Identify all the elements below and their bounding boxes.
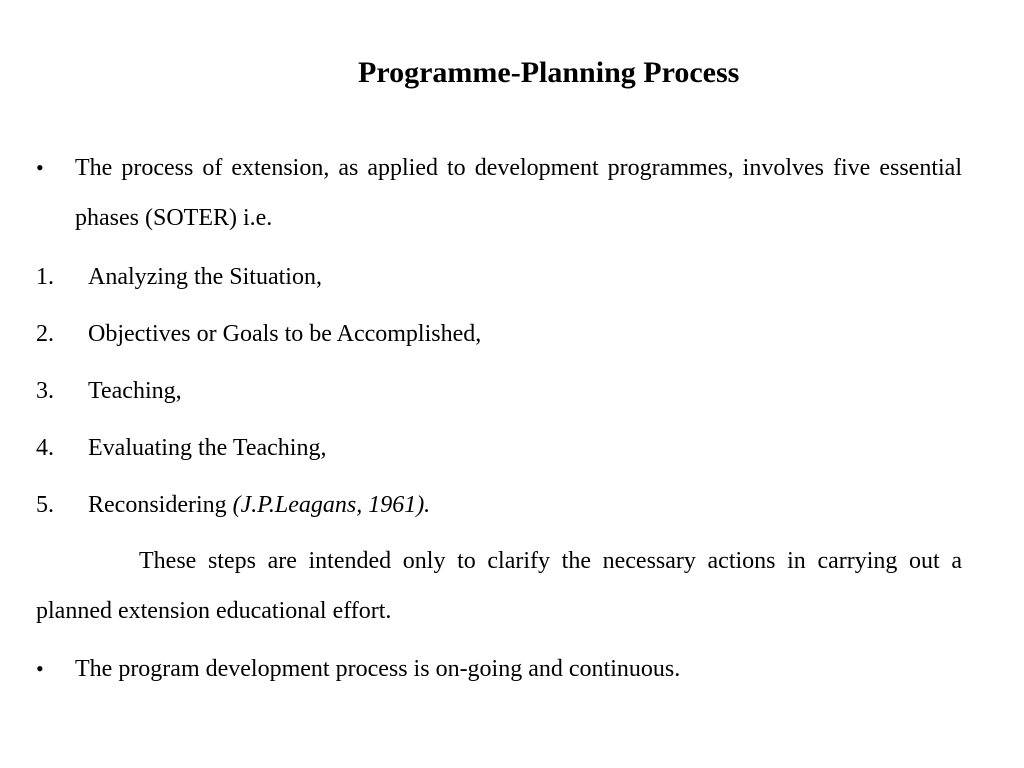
list-item-text: Teaching, <box>88 378 182 404</box>
list-item-text: Reconsidering <box>88 492 233 518</box>
list-number: 3. <box>36 378 54 404</box>
bullet-point-soter <box>36 143 962 243</box>
bullet-text: The program development process is on-going and continuous. <box>75 656 681 682</box>
list-item <box>36 490 962 520</box>
slide-title: Programme-Planning Process <box>358 56 740 89</box>
bullet-point-continuous <box>36 644 962 694</box>
bullet-icon: • <box>36 155 44 180</box>
list-item-text: Evaluating the Teaching, <box>88 435 327 461</box>
list-item <box>36 433 962 463</box>
list-item-text: Analyzing the Situation, <box>88 264 322 290</box>
list-number: 4. <box>36 435 54 461</box>
citation: (J.P.Leagans, 1961). <box>232 492 431 518</box>
list-item <box>36 319 962 349</box>
list-item-text: Objectives or Goals to be Accomplished, <box>88 321 482 347</box>
bullet-text: The process of extension, as applied to development programmes, involves five essential phases (SOTER) i.e. <box>75 155 962 231</box>
list-number: 2. <box>36 321 54 347</box>
list-item <box>36 262 962 292</box>
list-number: 1. <box>36 264 54 290</box>
list-item <box>36 376 962 406</box>
list-number: 5. <box>36 492 54 518</box>
bullet-icon: • <box>36 656 44 681</box>
explanatory-paragraph: These steps are intended only to clarify the necessary actions in carrying out a planned extension educational effort. <box>36 548 962 624</box>
